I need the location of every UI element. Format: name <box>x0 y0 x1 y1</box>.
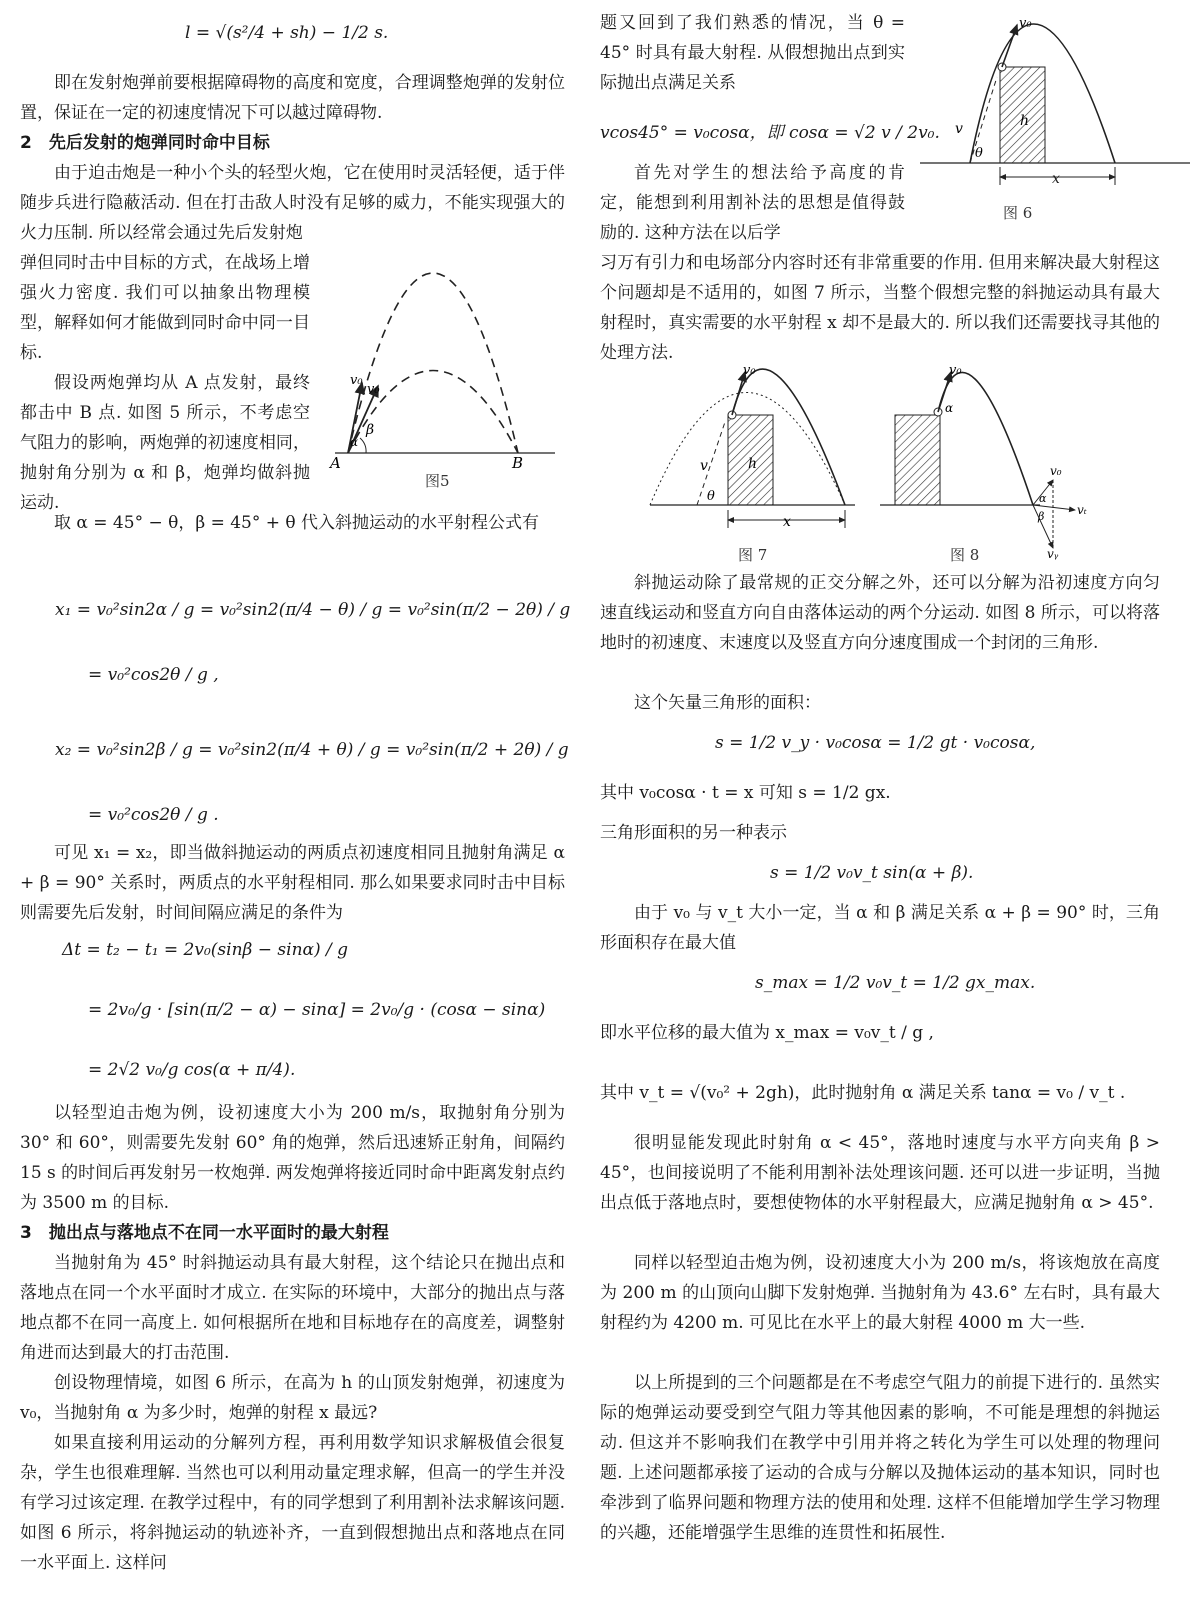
paragraph: 即在发射炮弹前要根据障碍物的高度和宽度，合理调整炮弹的发射位置，保证在一定的初速度情况下可以越过障碍物. <box>20 73 565 123</box>
figure-7 <box>645 360 865 560</box>
equation-l: l = √(s²/4 + sh) − 1/2 s. <box>185 23 389 43</box>
paragraph: 同样以轻型迫击炮为例，设初速度大小为 200 m/s，将该炮放在高度为 200 m 的山顶向山脚下发射炮弹. 当抛射角为 43.6° 左右时，具有最大射程约为 4200 m. 可见比在水平上的最大射程 4000 m 大一些. <box>600 1253 1160 1333</box>
equation-cos: vcos45° = v₀cosα，即 cosα = √2 v / 2v₀. <box>600 123 940 143</box>
svg-text:A: A <box>330 454 341 472</box>
paragraph: 以轻型迫击炮为例，设初速度大小为 200 m/s，取抛射角分别为 30° 和 60°，则需要先发射 60° 角的炮弹，然后迅速矫正射角，间隔约 15 s 的时间后再发射另一枚炮弹. 两发炮弹将接近同时命中距离发射点约为 3500 m 的目标. <box>20 1103 565 1213</box>
svg-text:v₀: v₀ <box>1019 16 1032 31</box>
right-column <box>595 0 1195 1619</box>
equation-x2-cont: = v₀²cos2θ / g . <box>88 805 219 825</box>
figure-7-caption: 图 7 <box>738 546 768 564</box>
paragraph: 习万有引力和电场部分内容时还有非常重要的作用. 但用来解决最大射程这个问题却是不适用的，如图 7 所示，当整个假想完整的斜抛运动具有最大射程时，真实需要的水平射程 x 却不是最大的. 所以我们还需要找寻其他的处理方法. <box>600 253 1160 363</box>
paragraph: 这个矢量三角形的面积： <box>634 693 821 713</box>
svg-text:β: β <box>366 422 375 438</box>
equation-dt: Δt = t₂ − t₁ = 2v₀(sinβ − sinα) / g <box>62 940 349 960</box>
paragraph: 创设物理情境，如图 6 所示，在高为 h 的山顶发射炮弹，初速度为 v₀，当抛射角 α 为多少时，炮弹的射程 x 最远? <box>20 1373 565 1423</box>
svg-text:α: α <box>945 401 954 415</box>
svg-text:α: α <box>350 435 359 449</box>
svg-text:α: α <box>1039 492 1047 505</box>
paragraph: 取 α = 45° − θ，β = 45° + θ 代入斜抛运动的水平射程公式有 <box>54 513 540 533</box>
svg-text:v₀: v₀ <box>1050 464 1062 478</box>
section-heading-2: 2 先后发射的炮弹同时命中目标 <box>20 133 270 153</box>
paragraph: 题又回到了我们熟悉的情况，当 θ = 45° 时具有最大射程. 从假想抛出点到实际抛出点满足关系 <box>600 13 905 93</box>
paragraph: 很明显能发现此时射角 α < 45°，落地时速度与水平方向夹角 β > 45°，也间接说明了不能利用割补法处理该问题. 还可以进一步证明，当抛出点低于落地点时，要想使物体的水平射程最大，应满足抛射角 α > 45°. <box>600 1133 1160 1213</box>
svg-text:vᵧ: vᵧ <box>1047 547 1059 560</box>
svg-text:h: h <box>748 456 758 472</box>
svg-text:h: h <box>1020 113 1030 129</box>
svg-text:θ: θ <box>975 146 983 161</box>
svg-text:v: v <box>700 458 708 474</box>
svg-text:vₜ: vₜ <box>1077 503 1087 517</box>
paragraph: 弹但同时击中目标的方式，在战场上增强火力密度. 我们可以抽象出物理模型，解释如何才能做到同时命中同一目标. <box>20 253 310 363</box>
equation-dt-3: = 2√2 v₀/g cos(α + π/4). <box>88 1060 296 1080</box>
figure-6 <box>915 5 1195 215</box>
section-heading-3: 3 抛出点与落地点不在同一水平面时的最大射程 <box>20 1223 389 1243</box>
equation-s1: s = 1/2 v_y · v₀cosα = 1/2 gt · v₀cosα, <box>715 733 1036 753</box>
figure-8-caption: 图 8 <box>950 546 980 564</box>
svg-text:x: x <box>1052 171 1060 187</box>
svg-text:v: v <box>955 121 963 137</box>
equation-x1-cont: = v₀²cos2θ / g , <box>88 665 219 685</box>
paragraph: 当抛射角为 45° 时斜抛运动具有最大射程，这个结论只在抛出点和落地点在同一个水平面时才成立. 在实际的环境中，大部分的抛出点与落地点都不在同一高度上. 如何根据所在地和目标地存在的高度差，调整射角进而达到最大的打击范围. <box>20 1253 565 1363</box>
paragraph: 斜抛运动除了最常规的正交分解之外，还可以分解为沿初速度方向匀速直线运动和竖直方向自由落体运动的两个分运动. 如图 8 所示，可以将落地时的初速度、末速度以及竖直方向分速度围成一个封闭的三角形. <box>600 573 1160 653</box>
equation-dt-2: = 2v₀/g · [sin(π/2 − α) − sinα] = 2v₀/g · (cosα − sinα) <box>88 1000 546 1020</box>
svg-text:v₀: v₀ <box>350 373 363 388</box>
svg-text:v₀: v₀ <box>367 382 380 397</box>
figure-8 <box>875 360 1095 560</box>
svg-text:v₀: v₀ <box>949 363 962 378</box>
figure-6-caption: 图 6 <box>1003 204 1033 222</box>
paragraph: 由于迫击炮是一种小个头的轻型火炮，它在使用时灵活轻便，适于伴随步兵进行隐蔽活动. 但在打击敌人时没有足够的威力，不能实现强大的火力压制. 所以经常会通过先后发射炮 <box>20 163 565 243</box>
paragraph: 假设两炮弹均从 A 点发射，最终都击中 B 点. 如图 5 所示，不考虑空气阻力的影响，两炮弹的初速度相同，抛射角分别为 α 和 β，炮弹均做斜抛运动. <box>20 373 310 513</box>
paragraph: 如果直接利用运动的分解列方程，再利用数学知识求解极值会很复杂，学生也很难理解. 当然也可以利用动量定理求解，但高一的学生并没有学习过该定理. 在教学过程中，有的同学想到了利用割补法求解该问题. 如图 6 所示，将斜抛运动的轨迹补齐，一直到假想抛出点和落地点在同一水平面上. 这样问 <box>20 1433 565 1573</box>
paragraph: 其中 v_t = √(v₀² + 2gh)，此时抛射角 α 满足关系 tanα = v₀ / v_t . <box>600 1083 1126 1103</box>
equation-s2: s = 1/2 v₀v_t sin(α + β). <box>770 863 974 883</box>
svg-text:β: β <box>1038 510 1045 523</box>
equation-smax: s_max = 1/2 v₀v_t = 1/2 gx_max. <box>755 973 1036 993</box>
svg-text:x: x <box>783 514 791 530</box>
svg-text:θ: θ <box>707 489 715 504</box>
equation-x2: x₂ = v₀²sin2β / g = v₀²sin2(π/4 + θ) / g = v₀²sin(π/2 + 2θ) / g <box>55 740 569 760</box>
figure-5 <box>320 258 570 498</box>
paragraph: 由于 v₀ 与 v_t 大小一定，当 α 和 β 满足关系 α + β = 90° 时，三角形面积存在最大值 <box>600 903 1160 953</box>
figure-5-caption: 图5 <box>425 472 450 490</box>
left-column <box>0 0 575 1619</box>
paragraph: 其中 v₀cosα · t = x 可知 s = 1/2 gx. <box>600 783 891 803</box>
paragraph: 即水平位移的最大值为 x_max = v₀v_t / g , <box>600 1023 934 1043</box>
svg-text:B: B <box>512 454 524 472</box>
svg-text:v₀: v₀ <box>743 363 756 378</box>
equation-x1: x₁ = v₀²sin2α / g = v₀²sin2(π/4 − θ) / g = v₀²sin(π/2 − 2θ) / g <box>55 600 571 620</box>
paragraph: 首先对学生的想法给予高度的肯定，能想到利用割补法的思想是值得鼓励的. 这种方法在以后学 <box>600 163 905 243</box>
paragraph: 以上所提到的三个问题都是在不考虑空气阻力的前提下进行的. 虽然实际的炮弹运动要受到空气阻力等其他因素的影响，不可能是理想的斜抛运动. 但这并不影响我们在教学中引用并将之转化为学生可以处理的物理问题. 上述问题都承接了运动的合成与分解以及抛体运动的基本知识，同时也牵涉到了临界问题和物理方法的使用和处理. 这样不但能增加学生学习物理的兴趣，还能增强学生思维的连贯性和拓展性. <box>600 1373 1160 1543</box>
paragraph: 可见 x₁ = x₂，即当做斜抛运动的两质点初速度相同且抛射角满足 α + β = 90° 关系时，两质点的水平射程相同. 那么如果要求同时击中目标则需要先后发射，时间间隔应满足的条件为 <box>20 843 565 923</box>
paragraph: 三角形面积的另一种表示 <box>600 823 787 843</box>
